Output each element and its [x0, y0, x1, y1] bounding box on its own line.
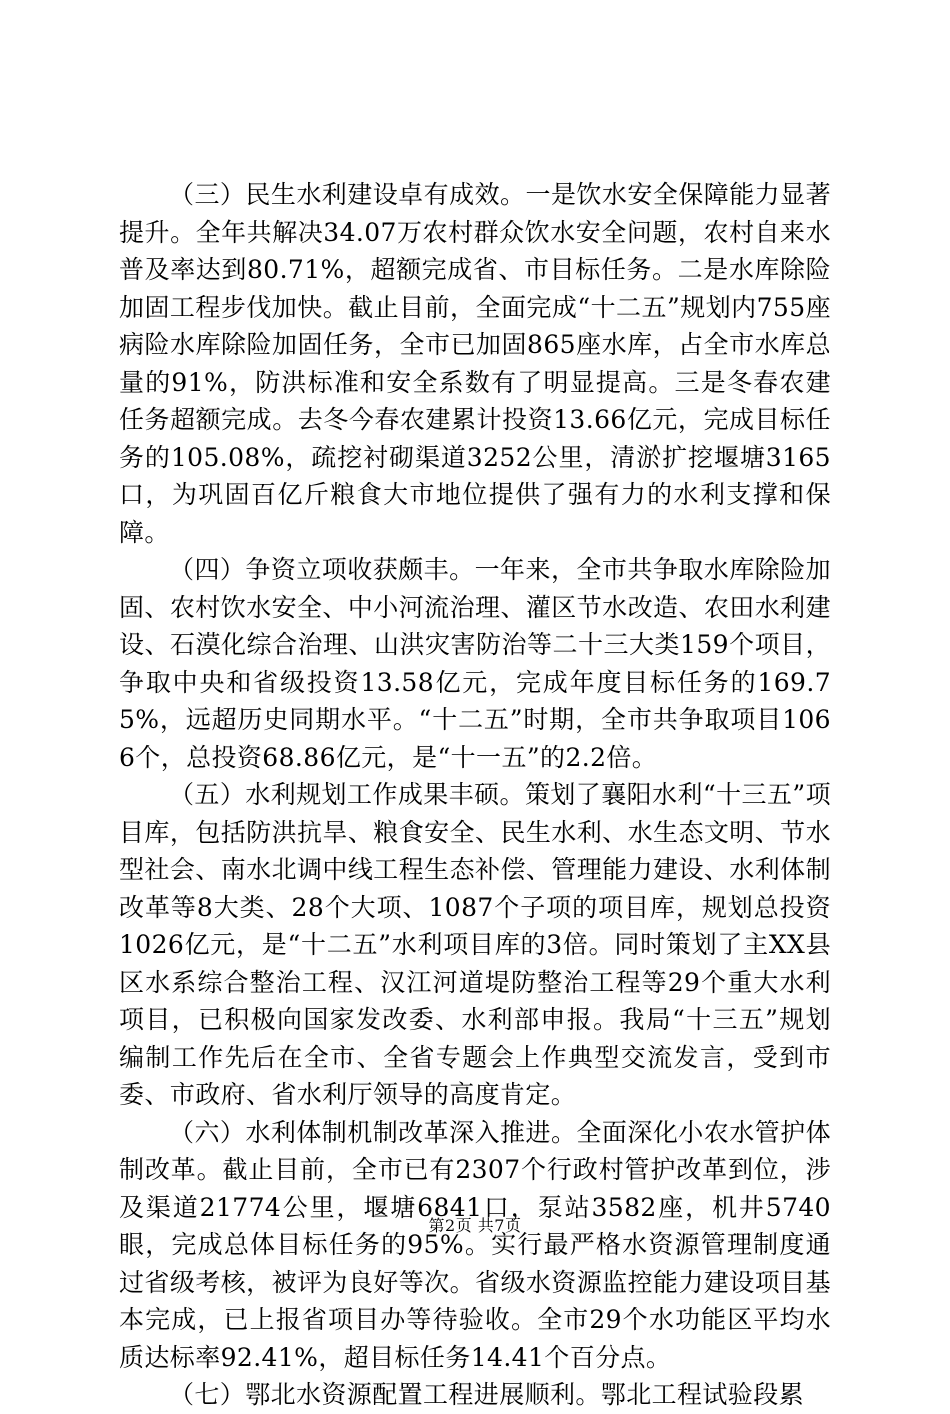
paragraph-section-4: （四）争资立项收获颇丰。一年来，全市共争取水库除险加固、农村饮水安全、中小河流治理、灌区节水改造、农田水利建设、石漠化综合治理、山洪灾害防治等二十三大类159个项目，争取中央和省级投资13.58亿元，完成年度目标任务的169.75%，远超历史同期水平。“十二五”时期，全市共争取项目1066个，总投资68.86亿元，是“十一五”的2.2倍。	[119, 555, 831, 772]
paragraph-section-6: （六）水利体制机制改革深入推进。全面深化小农水管护体制改革。截止目前，全市已有2307个行政村管护改革到位，涉及渠道21774公里，堰塘6841口，泵站3582座，机井5740眼，完成总体目标任务的95%。实行最严格水资源管理制度通过省级考核，被评为良好等次。省级水资源监控能力建设项目基本完成，已上报省项目办等待验收。全市29个水功能区平均水质达标率92.41%，超目标任务14.41个百分点。	[119, 1117, 831, 1372]
paragraph-section-5: （五）水利规划工作成果丰硕。策划了襄阳水利“十三五”项目库，包括防洪抗旱、粮食安全、民生水利、水生态文明、节水型社会、南水北调中线工程生态补偿、管理能力建设、水利体制改革等8大类、28个大项、1087个子项的项目库，规划总投资1026亿元，是“十二五”水利项目库的3倍。同时策划了主XX县区水系综合整治工程、汉江河道堤防整治工程等29个重大水利项目，已积极向国家发改委、水利部申报。我局“十三五”规划编制工作先后在全市、全省专题会上作典型交流发言，受到市委、市政府、省水利厅领导的高度肯定。	[119, 780, 831, 1109]
paragraph-section-3: （三）民生水利建设卓有成效。一是饮水安全保障能力显著提升。全年共解决34.07万农村群众饮水安全问题，农村自来水普及率达到80.71%，超额完成省、市目标任务。二是水库除险加固工程步伐加快。截止目前，全面完成“十二五”规划内755座病险水库除险加固任务，全市已加固865座水库，占全市水库总量的91%，防洪标准和安全系数有了明显提高。三是冬春农建任务超额完成。去冬今春农建累计投资13.66亿元，完成目标任务的105.08%，疏挖衬砌渠道3252公里，清淤扩挖堰塘3165口，为巩固百亿斤粮食大市地位提供了强有力的水利支撑和保障。	[119, 180, 831, 547]
page-number-footer: 第2页 共7页	[428, 1216, 522, 1235]
paragraph-section-7: （七）鄂北水资源配置工程进展顺利。鄂北工程试验段累	[169, 1380, 805, 1409]
